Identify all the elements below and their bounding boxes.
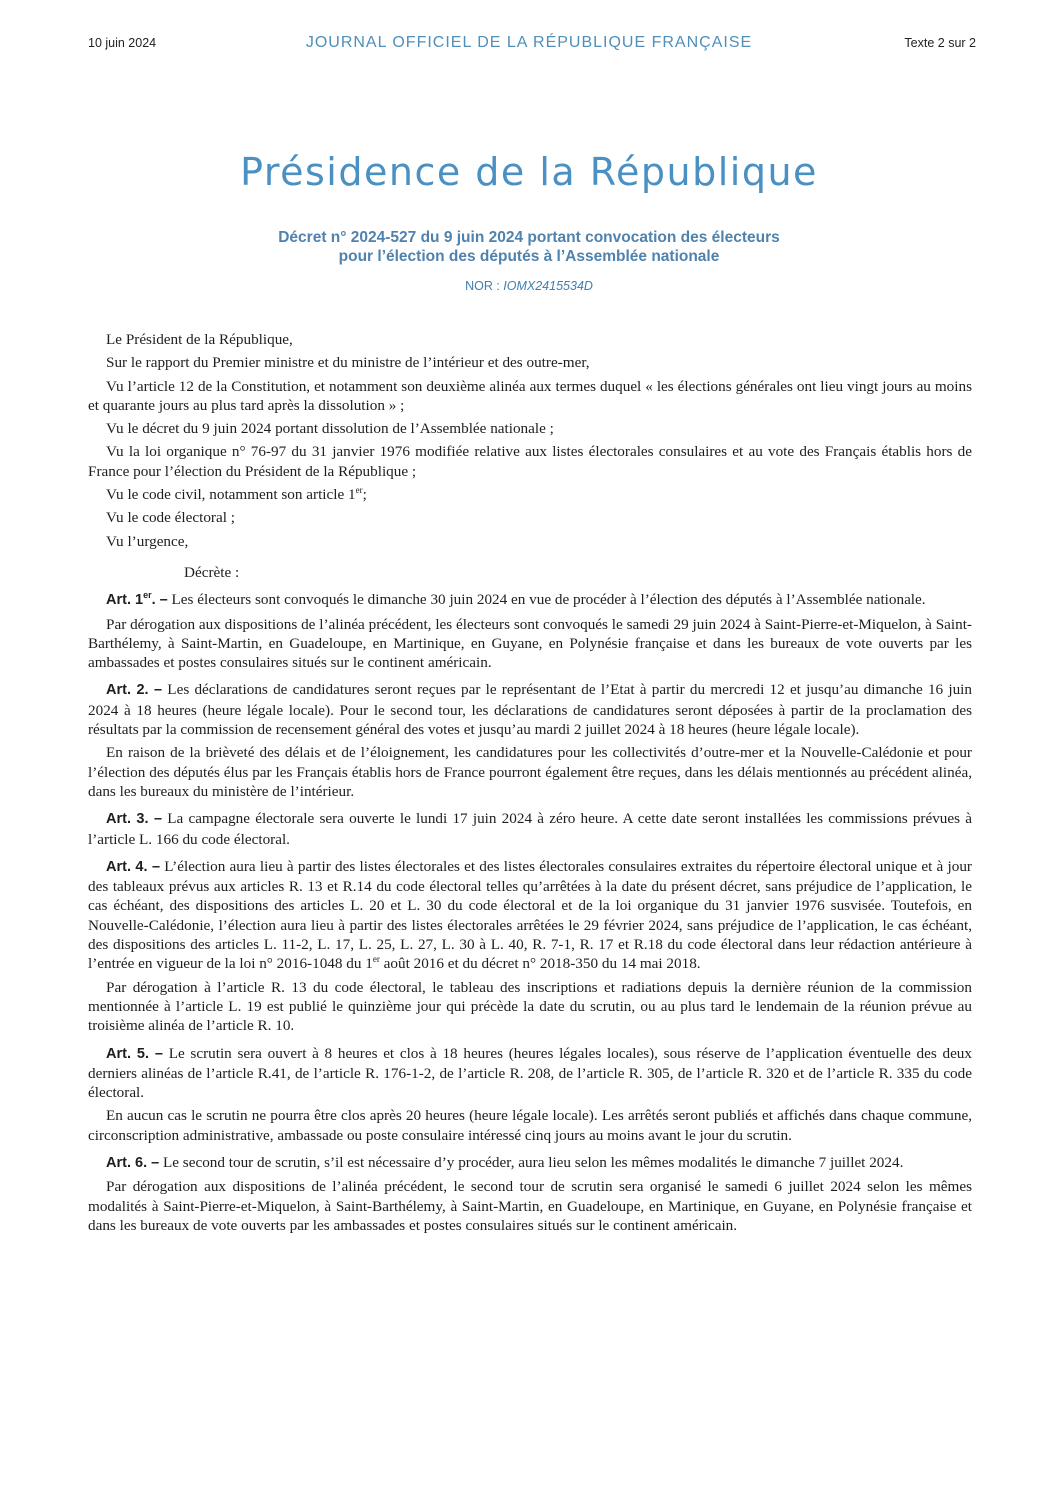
preamble-president: Le Président de la République, bbox=[106, 331, 293, 348]
preamble-code-civil: Vu le code civil, notamment son article 1er; bbox=[106, 485, 367, 504]
article-3-paragraph-1: Art. 3. – La campagne électorale sera ouverte le lundi 17 juin 2024 à zéro heure. A cette date seront installées les commissions prévues à l’article L. 166 du code électoral. bbox=[88, 810, 973, 848]
decree-body bbox=[88, 330, 972, 1239]
article-5-label: Art. 5. – bbox=[106, 1045, 163, 1062]
article-6-paragraph-2: Par dérogation aux dispositions de l’alinéa précédent, le second tour de scrutin sera organisé le samedi 6 juillet 2024 selon les mêmes modalités à Saint-Pierre-et-Miquelon, à Saint-Barthélemy, à Saint-Martin, en Guadeloupe, en Martinique, en Guyane, en Polynésie française et dans les bureaux de vote ouverts par les ambassades et postes consulaires situés sur le continent américain. bbox=[88, 1178, 972, 1234]
header-date: 10 juin 2024 bbox=[88, 36, 157, 50]
article-1-paragraph-2: Par dérogation aux dispositions de l’alinéa précédent, les électeurs sont convoqués le samedi 29 juin 2024 à Saint-Pierre-et-Miquelon, à Saint-Barthélemy, à Saint-Martin, en Guadeloupe, en Martinique, en Guyane, en Polynésie française et dans les bureaux de vote ouverts par les ambassades et postes consulaires situés sur le continent américain. bbox=[88, 615, 972, 672]
nor-reference bbox=[0, 279, 1058, 293]
decree-title bbox=[100, 228, 958, 266]
article-2-paragraph-1: Art. 2. – Les déclarations de candidatures seront reçues par le représentant de l’Etat à partir du mercredi 12 et jusqu’au dimanche 16 juin 2024 à 18 heures (heure légale locale). Pour le second tour, les déclarations de candidatures seront déposées à partir de la proclamation des résultats par la commission de recensement général des votes et jusqu’au mardi 2 juillet 2024 à 18 heures (heure légale locale). bbox=[88, 681, 972, 739]
preamble-urgence: Vu l’urgence, bbox=[106, 532, 189, 550]
page-title: Présidence de la République bbox=[240, 150, 818, 194]
page-indicator: Texte 2 sur 2 bbox=[904, 36, 976, 50]
article-5-paragraph-1: Art. 5. – Le scrutin sera ouvert à 8 heures et clos à 18 heures (heures légales locales), sous réserve de l’application éventuelle des deux derniers alinéas de l’article R.41, de l’article R. 176-1-2, de l’article R. 208, de l’article R. 305, de l’article R. 320 et de l’article R. 335 du code électoral. bbox=[88, 1044, 972, 1102]
preamble-loi-organique: Vu la loi organique n° 76-97 du 31 janvier 1976 modifiée relative aux listes électorales consulaires et au vote des Français établis hors de France pour l’élection du Président de la République ; bbox=[88, 443, 972, 480]
article-1-label: Art. 1er. – bbox=[106, 590, 168, 609]
article-3-label: Art. 3. – bbox=[106, 811, 163, 828]
article-4-paragraph-1: Art. 4. – L’élection aura lieu à partir des listes électorales et des listes électorales consulaires extraites du répertoire électoral unique et à jour des tableaux prévus aux articles R. 13 et R.14 du code électoral telles qu’arrêtées à la date du présent décret, sans préjudice de l’application, le cas échéant, des dispositions des articles L. 20 et L. 30 du code électoral et de la loi organique du 31 janvier 1976 susvisée. Toutefois, en Nouvelle-Calédonie, l’élection aura lieu à partir des listes électorales arrêtées le 29 février 2024, sans préjudice de l’application, le cas échéant, des dispositions des articles L. 11-2, L. 17, L. 25, L. 27, L. 30 à L. 40, R. 7-1, R. 17 et R.18 du code électoral dans leur rédaction antérieure à l’entrée en vigueur de la loi n° 2016-1048 du 1er août 2016 et du décret n° 2018-350 du 14 mai 2018. bbox=[88, 857, 972, 973]
nor-label: NOR : bbox=[465, 279, 504, 293]
article-4-paragraph-2: Par dérogation à l’article R. 13 du code électoral, le tableau des inscriptions et radiations depuis la dernière réunion de la commission mentionnée à l’article L. 19 est publié le quinzième jour qui précède la date du scrutin, ou au plus tard le lendemain de la réunion prévue au troisième alinéa de l’article R. 10. bbox=[88, 978, 972, 1035]
article-6-paragraph-1: Art. 6. – Le second tour de scrutin, s’il est nécessaire d’y procéder, aura lieu selon les mêmes modalités le dimanche 7 juillet 2024. bbox=[106, 1153, 904, 1171]
article-6-label: Art. 6. – bbox=[106, 1154, 160, 1171]
article-2-label: Art. 2. – bbox=[106, 682, 163, 699]
decree-title-line-2: pour l’élection des députés à l’Assemblée nationale bbox=[338, 248, 720, 265]
nor-code: IOMX2415534D bbox=[503, 279, 593, 293]
article-2-paragraph-2: En raison de la brièveté des délais et de l’éloignement, les candidatures pour les collectivités d’outre-mer et la Nouvelle-Calédonie et pour l’élection des députés élus par les Français établis hors de France pourront également être reçues, dans les délais mentionnés au précédent alinéa, dans les bureaux du ministère de l’intérieur. bbox=[88, 744, 972, 800]
preamble-code-electoral: Vu le code électoral ; bbox=[106, 509, 235, 527]
article-4-label: Art. 4. – bbox=[106, 858, 161, 875]
preamble-rapport: Sur le rapport du Premier ministre et du ministre de l’intérieur et des outre-mer, bbox=[106, 354, 590, 372]
preamble-dissolution: Vu le décret du 9 juin 2024 portant dissolution de l’Assemblée nationale ; bbox=[106, 420, 554, 438]
decrete-label: Décrète : bbox=[184, 563, 240, 581]
article-5-paragraph-2: En aucun cas le scrutin ne pourra être clos après 20 heures (heure légale locale). Les arrêtés seront publiés et affichés dans chaque commune, circonscription administrative, ambassade ou poste consulaire intéressé cinq jours au moins avant le jour du scrutin. bbox=[88, 1107, 972, 1144]
decree-title-line-1: Décret n° 2024-527 du 9 juin 2024 portant convocation des électeurs bbox=[278, 229, 780, 246]
article-1-paragraph-1: Art. 1er. – Les électeurs sont convoqués le dimanche 30 juin 2024 en vue de procéder à l’élection des députés à l’Assemblée nationale. bbox=[106, 590, 926, 609]
preamble-constitution: Vu l’article 12 de la Constitution, et notamment son deuxième alinéa aux termes duquel « les élections générales ont lieu vingt jours au moins et quarante jours au plus tard après la dissolution » ; bbox=[88, 377, 972, 414]
journal-title: JOURNAL OFFICIEL DE LA RÉPUBLIQUE FRANÇAISE bbox=[305, 34, 753, 51]
